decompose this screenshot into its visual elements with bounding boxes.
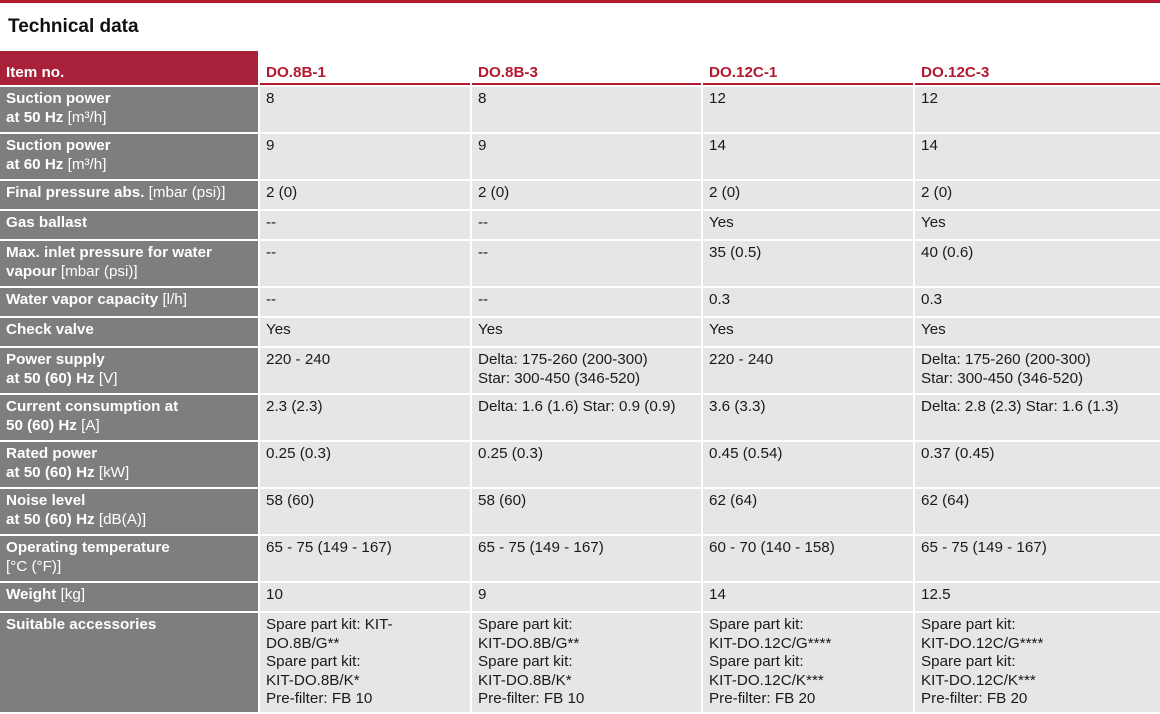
value-cell [915, 583, 1160, 611]
value-text: -- [478, 244, 489, 261]
value-text: 0.25 (0.3) [266, 445, 332, 462]
row-label-line [6, 616, 253, 635]
value-text: Spare part kit: [921, 653, 1016, 670]
value-cell [915, 536, 1160, 581]
value-text: Delta: 175-260 (200-300) [921, 351, 1091, 368]
value-cell [472, 395, 701, 440]
table-body [0, 87, 1160, 712]
value-text: 12.5 [921, 586, 951, 603]
value-text: 65 - 75 (149 - 167) [266, 539, 392, 556]
value-cell [472, 613, 701, 712]
value-text: 58 (60) [478, 492, 527, 509]
row-label-text: vapour [6, 262, 57, 280]
value-text: -- [478, 291, 489, 308]
value-text: -- [478, 214, 489, 231]
model-header: DO.12C-3 [915, 51, 1160, 85]
item-no-header: Item no. [0, 51, 258, 85]
table-row [0, 442, 1160, 487]
row-label [0, 288, 258, 316]
row-label-line [6, 539, 253, 558]
row-label-unit: [A] [76, 416, 100, 434]
value-text: 14 [921, 137, 938, 154]
value-text: Yes [266, 321, 291, 338]
value-text: Spare part kit: [266, 653, 361, 670]
value-text: 0.45 (0.54) [709, 445, 783, 462]
value-cell [260, 241, 470, 286]
value-text: Spare part kit: [478, 653, 573, 670]
value-text: 65 - 75 (149 - 167) [921, 539, 1047, 556]
value-text: KIT-DO.8B/K* [266, 671, 360, 689]
model-header: DO.8B-3 [472, 51, 701, 85]
value-cell [703, 536, 913, 581]
value-text: 12 [921, 90, 938, 107]
value-cell [472, 583, 701, 611]
value-text: 9 [478, 586, 487, 603]
row-label-text: Current consumption at [6, 398, 179, 415]
value-cell [260, 87, 470, 132]
value-text: 8 [266, 90, 275, 107]
value-text: KIT-DO.8B/K* [478, 671, 572, 689]
value-cell [472, 181, 701, 209]
row-label-line [6, 398, 253, 417]
table-row [0, 181, 1160, 209]
table-row [0, 489, 1160, 534]
value-cell [703, 442, 913, 487]
value-cell [260, 489, 470, 534]
row-label-text: at 50 (60) Hz [6, 510, 95, 528]
value-text: Spare part kit: KIT- [266, 616, 393, 633]
row-label [0, 181, 258, 209]
row-label-text: Weight [6, 586, 57, 603]
row-label-text: Suction power [6, 90, 111, 107]
value-text: 2 (0) [921, 184, 953, 201]
value-text: Spare part kit: [921, 616, 1016, 633]
value-cell [472, 318, 701, 346]
value-text: Spare part kit: [709, 616, 804, 633]
row-label-unit: [l/h] [158, 291, 187, 308]
value-text: 35 (0.5) [709, 244, 762, 261]
row-label-unit: [mbar (psi)] [56, 262, 138, 280]
row-label-text: Power supply [6, 351, 105, 368]
value-text: Pre-filter: FB 20 [921, 690, 1028, 707]
row-label-line [6, 370, 253, 389]
value-cell [260, 348, 470, 393]
row-label-unit: [m³/h] [63, 108, 107, 126]
value-cell [915, 87, 1160, 132]
value-text: 2 (0) [709, 184, 741, 201]
value-text: Delta: 175-260 (200-300) [478, 351, 648, 368]
table-row [0, 395, 1160, 440]
value-cell [915, 348, 1160, 393]
row-label-unit: [mbar (psi)] [144, 184, 226, 201]
value-cell [260, 395, 470, 440]
value-text: -- [266, 244, 277, 261]
row-label-line [6, 90, 253, 109]
value-text: 60 - 70 (140 - 158) [709, 539, 835, 556]
row-label-text: Noise level [6, 492, 86, 509]
value-text: Star: 300-450 (346-520) [921, 369, 1084, 387]
row-label-line [6, 244, 253, 263]
value-cell [703, 87, 913, 132]
table-row [0, 87, 1160, 132]
value-cell [703, 211, 913, 239]
table-row [0, 134, 1160, 179]
value-cell [260, 318, 470, 346]
row-label [0, 87, 258, 132]
value-text: -- [266, 214, 277, 231]
value-cell [260, 536, 470, 581]
value-cell [260, 134, 470, 179]
value-cell [915, 134, 1160, 179]
table-row [0, 318, 1160, 346]
value-text: 3.6 (3.3) [709, 398, 766, 415]
row-label [0, 318, 258, 346]
row-label-text: Suction power [6, 137, 111, 154]
value-text: 0.25 (0.3) [478, 445, 544, 462]
value-text: 9 [266, 137, 275, 154]
value-cell [703, 583, 913, 611]
row-label-text: Final pressure abs. [6, 184, 145, 201]
row-label-text: at 50 (60) Hz [6, 463, 95, 481]
value-text: 14 [709, 137, 726, 154]
value-cell [472, 87, 701, 132]
table-row [0, 536, 1160, 581]
value-cell [703, 348, 913, 393]
row-label [0, 241, 258, 286]
row-label-line [6, 321, 253, 340]
value-text: Yes [921, 214, 946, 231]
row-label-text: at 50 Hz [6, 108, 64, 126]
value-cell [472, 442, 701, 487]
row-label [0, 211, 258, 239]
value-text: KIT-DO.12C/G**** [709, 634, 832, 652]
table-row [0, 348, 1160, 393]
row-label [0, 134, 258, 179]
value-text: 9 [478, 137, 487, 154]
value-text: 58 (60) [266, 492, 315, 509]
row-label-text: Check valve [6, 321, 94, 338]
value-text: 0.3 [921, 291, 943, 308]
value-text: KIT-DO.12C/G**** [921, 634, 1044, 652]
value-text: Spare part kit: [709, 653, 804, 670]
row-label-unit: [dB(A)] [94, 510, 147, 528]
row-label-line [6, 184, 253, 203]
row-label-line [6, 291, 253, 310]
page-title: Technical data [8, 16, 139, 37]
model-header: DO.12C-1 [703, 51, 913, 85]
value-cell [703, 181, 913, 209]
value-text: KIT-DO.12C/K*** [921, 671, 1036, 689]
value-cell [703, 318, 913, 346]
value-cell [472, 211, 701, 239]
value-cell [472, 348, 701, 393]
value-cell [472, 536, 701, 581]
table-row [0, 613, 1160, 712]
row-label [0, 536, 258, 581]
value-text: 62 (64) [709, 492, 758, 509]
row-label-text: Suitable accessories [6, 616, 157, 633]
row-label-line [6, 351, 253, 370]
row-label-unit: [kW] [94, 463, 130, 481]
row-label [0, 613, 258, 712]
row-label-unit: [m³/h] [63, 155, 107, 173]
row-label [0, 442, 258, 487]
value-cell [915, 288, 1160, 316]
value-text: 2 (0) [266, 184, 298, 201]
value-text: 0.37 (0.45) [921, 445, 995, 462]
value-cell [472, 241, 701, 286]
value-text: Delta: 2.8 (2.3) Star: 1.6 (1.3) [921, 398, 1119, 415]
table-row [0, 583, 1160, 611]
row-label-line [6, 109, 253, 128]
value-text: KIT-DO.12C/K*** [709, 671, 824, 689]
row-label-text: Operating temperature [6, 539, 170, 556]
row-label-line [6, 445, 253, 464]
value-text: 220 - 240 [266, 351, 331, 368]
row-label-text: Gas ballast [6, 214, 88, 231]
table-row [0, 288, 1160, 316]
value-cell [915, 211, 1160, 239]
value-cell [260, 288, 470, 316]
value-cell [703, 395, 913, 440]
value-cell [260, 442, 470, 487]
row-label-line [6, 492, 253, 511]
value-cell [703, 288, 913, 316]
row-label-text: at 60 Hz [6, 155, 64, 173]
table-row [0, 211, 1160, 239]
row-label-line [6, 586, 253, 605]
row-label-text: Water vapor capacity [6, 291, 159, 308]
value-cell [915, 395, 1160, 440]
row-label [0, 489, 258, 534]
value-cell [260, 211, 470, 239]
row-label-line [6, 156, 253, 175]
row-label-text: Rated power [6, 445, 98, 462]
value-text: Pre-filter: FB 10 [266, 690, 373, 707]
row-label [0, 583, 258, 611]
row-label-line [6, 417, 253, 436]
value-text: 62 (64) [921, 492, 970, 509]
value-cell [472, 489, 701, 534]
value-text: 8 [478, 90, 487, 107]
model-header: DO.8B-1 [260, 51, 470, 85]
row-label-text: 50 (60) Hz [6, 416, 77, 434]
value-text: Pre-filter: FB 10 [478, 690, 585, 707]
row-label-unit: [°C (°F)] [6, 557, 62, 575]
row-label-unit: [kg] [56, 586, 86, 603]
value-cell [915, 318, 1160, 346]
value-text: 10 [266, 586, 283, 603]
value-text: 12 [709, 90, 726, 107]
value-cell [915, 241, 1160, 286]
value-cell [703, 613, 913, 712]
value-cell [703, 134, 913, 179]
value-text: Star: 300-450 (346-520) [478, 369, 641, 387]
value-cell [703, 489, 913, 534]
row-label [0, 395, 258, 440]
value-text: 14 [709, 586, 726, 603]
value-text: 2 (0) [478, 184, 510, 201]
value-cell [915, 613, 1160, 712]
value-text: 40 (0.6) [921, 244, 974, 261]
value-text: Spare part kit: [478, 616, 573, 633]
row-label-line [6, 511, 253, 530]
value-text: Yes [478, 321, 503, 338]
value-text: DO.8B/G** [266, 634, 340, 652]
row-label-line [6, 137, 253, 156]
value-text: Pre-filter: FB 20 [709, 690, 816, 707]
value-cell [472, 288, 701, 316]
row-label-text: Max. inlet pressure for water [6, 244, 212, 261]
row-label-line [6, 214, 253, 233]
value-text: KIT-DO.8B/G** [478, 634, 580, 652]
value-cell [915, 442, 1160, 487]
row-label-line [6, 464, 253, 483]
value-text: 220 - 240 [709, 351, 774, 368]
value-text: Yes [709, 321, 734, 338]
table-row [0, 241, 1160, 286]
row-label [0, 348, 258, 393]
value-text: Yes [709, 214, 734, 231]
row-label-line [6, 558, 253, 577]
row-label-text: at 50 (60) Hz [6, 369, 95, 387]
value-text: 2.3 (2.3) [266, 398, 323, 415]
value-cell [260, 613, 470, 712]
value-text: Yes [921, 321, 946, 338]
value-cell [703, 241, 913, 286]
row-label-line [6, 263, 253, 282]
value-text: 0.3 [709, 291, 731, 308]
value-text: Delta: 1.6 (1.6) Star: 0.9 (0.9) [478, 398, 676, 415]
section-title-bar [0, 0, 1160, 43]
row-label-unit: [V] [94, 369, 118, 387]
value-cell [260, 583, 470, 611]
technical-data-table [0, 49, 1160, 714]
value-cell [915, 181, 1160, 209]
value-cell [472, 134, 701, 179]
value-cell [260, 181, 470, 209]
header-row [0, 51, 1160, 85]
value-text: -- [266, 291, 277, 308]
value-cell [915, 489, 1160, 534]
value-text: 65 - 75 (149 - 167) [478, 539, 604, 556]
